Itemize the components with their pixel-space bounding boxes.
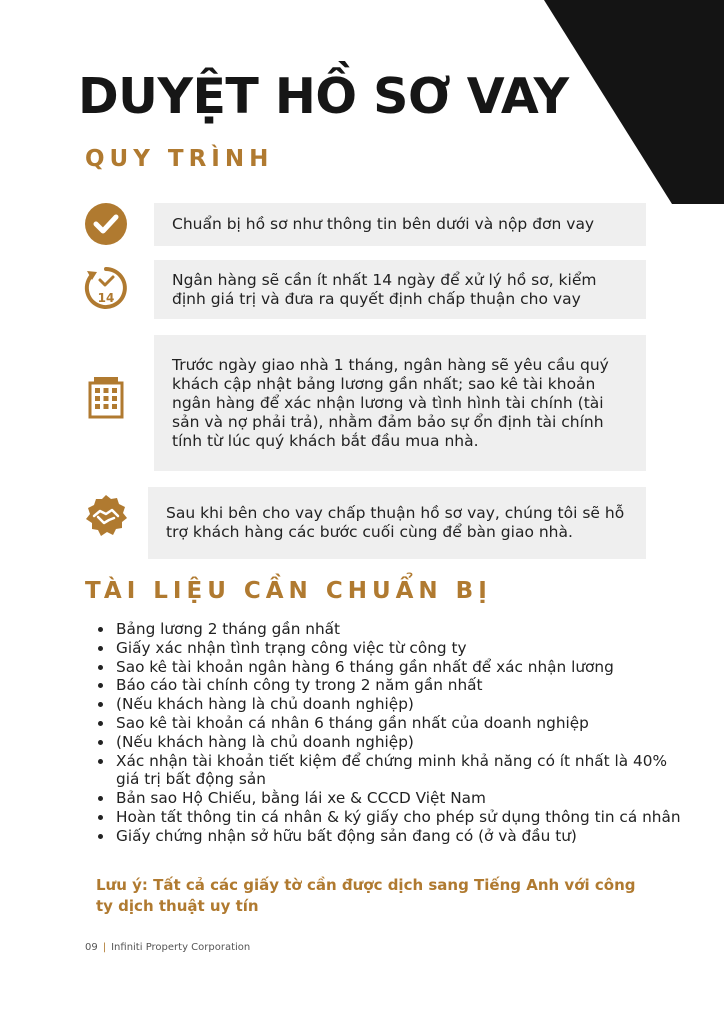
list-item: • Bản sao Hộ Chiếu, bằng lái xe & CCCD Việt Nam	[114, 789, 694, 808]
page-title: DUYỆT HỒ SƠ VAY	[78, 68, 569, 125]
process-step-4	[148, 487, 646, 559]
list-item: • (Nếu khách hàng là chủ doanh nghiệp)	[114, 733, 694, 752]
list-item: • Giấy xác nhận tình trạng công việc từ công ty	[114, 639, 694, 658]
process-step-text: Chuẩn bị hồ sơ như thông tin bên dưới và nộp đơn vay	[172, 215, 595, 233]
corner-decoration	[544, 0, 724, 204]
14-day-clock-icon	[84, 266, 128, 310]
documents-heading: TÀI LIỆU CẦN CHUẨN BỊ	[85, 578, 492, 604]
page-number: 09	[85, 942, 98, 953]
list-item: • Sao kê tài khoản ngân hàng 6 tháng gần nhất để xác nhận lương	[114, 658, 694, 677]
list-item: • Báo cáo tài chính công ty trong 2 năm gần nhất	[114, 676, 694, 695]
building-icon	[84, 375, 128, 419]
list-item: • (Nếu khách hàng là chủ doanh nghiệp)	[114, 695, 694, 714]
handshake-icon	[84, 494, 128, 538]
process-step-text: Sau khi bên cho vay chấp thuận hồ sơ vay, chúng tôi sẽ hỗ trợ khách hàng các bước cuối cùng để bàn giao nhà.	[166, 504, 625, 541]
process-step-text: Trước ngày giao nhà 1 tháng, ngân hàng sẽ yêu cầu quý khách cập nhật bảng lương gần nhất; sao kê tài khoản ngân hàng để xác nhận lương và tình hình tài chính (tài sản và nợ phải trả), nhằm đảm bảo sự ổn định tài chính tính từ lúc quý khách bắt đầu mua nhà.	[172, 355, 609, 450]
process-step-2	[154, 260, 646, 319]
process-step-1	[154, 203, 646, 246]
page-footer	[85, 942, 250, 953]
list-item: • Sao kê tài khoản cá nhân 6 tháng gần nhất của doanh nghiệp	[114, 714, 694, 733]
list-item: • Bảng lương 2 tháng gần nhất	[114, 620, 694, 639]
company-name: Infiniti Property Corporation	[111, 942, 251, 953]
footer-separator: |	[102, 942, 107, 953]
process-heading: QUY TRÌNH	[85, 146, 274, 172]
process-step-3	[154, 335, 646, 471]
documents-list	[96, 620, 694, 846]
list-item: • Hoàn tất thông tin cá nhân & ký giấy cho phép sử dụng thông tin cá nhân	[114, 808, 694, 827]
process-step-text: Ngân hàng sẽ cần ít nhất 14 ngày để xử lý hồ sơ, kiểm định giá trị và đưa ra quyết định chấp thuận cho vay	[172, 270, 597, 308]
14-day-label: 14	[97, 291, 115, 305]
list-item: • Xác nhận tài khoản tiết kiệm để chứng minh khả năng có ít nhất là 40% giá trị bất động sản	[114, 752, 694, 790]
checkmark-icon	[84, 202, 128, 246]
list-item: • Giấy chứng nhận sở hữu bất động sản đang có (ở và đầu tư)	[114, 827, 694, 846]
translation-note: Lưu ý: Tất cả các giấy tờ cần được dịch sang Tiếng Anh với công ty dịch thuật uy tín	[96, 876, 636, 915]
